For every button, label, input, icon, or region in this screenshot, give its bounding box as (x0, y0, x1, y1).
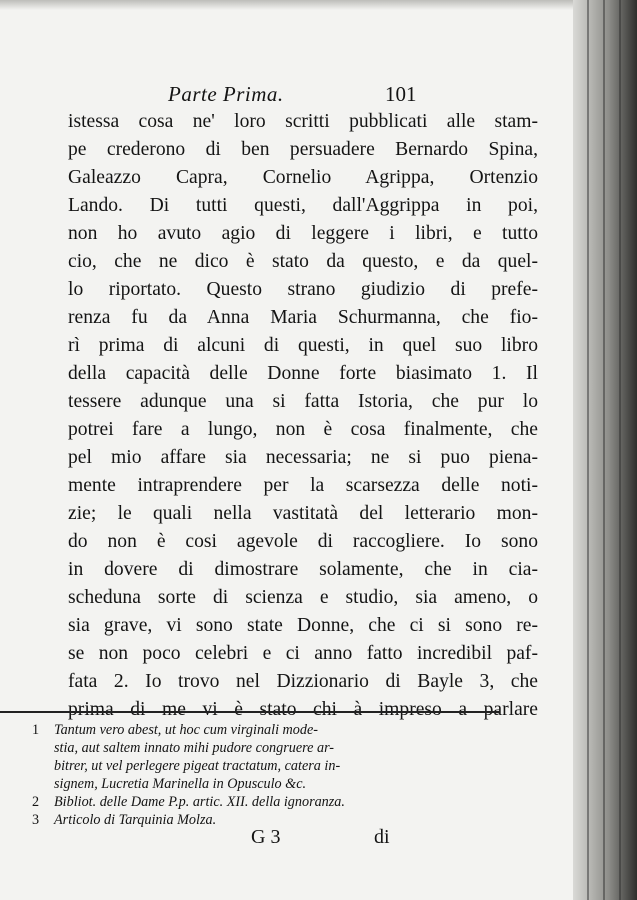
signature-mark: G 3 (251, 826, 281, 848)
page-binding-edge (573, 0, 637, 900)
text-line: pel mio affare sia necessaria; ne si puo piena- (68, 447, 538, 468)
text-line: fata 2. Io trovo nel Dizzionario di Bayle 3, che (68, 671, 538, 692)
footnote-line (32, 721, 318, 739)
text-line: in dovere di dimostrare solamente, che in cia- (68, 559, 538, 580)
footnote-text: stia, aut saltem innato mihi pudore congruere ar- (54, 740, 335, 756)
text-line: cio, che ne dico è stato da questo, e da quel- (68, 251, 538, 272)
footnote-text: Tantum vero abest, ut hoc cum virginali mode- (54, 722, 319, 738)
running-head: Parte Prima. (168, 82, 284, 106)
text-line: pe crederono di ben persuadere Bernardo Spina, (68, 139, 538, 160)
binding-fold-line (603, 0, 605, 900)
footnote-number: 1 (32, 722, 40, 738)
text-line: potrei fare a lungo, non è cosa finalmente, che (68, 419, 538, 440)
binding-fold-line (587, 0, 589, 900)
text-line: lo riportato. Questo strano giudizio di prefe- (68, 279, 538, 300)
text-line: Galeazzo Capra, Cornelio Agrippa, Ortenzio (68, 167, 538, 188)
footnote-number: 3 (32, 812, 40, 828)
text-line: prima di me vi è stato chi à impreso a parlare (68, 699, 538, 720)
text-line: do non è cosi agevole di raccogliere. Io sono (68, 531, 538, 552)
footnote-number: 2 (32, 794, 40, 810)
text-line: tessere adunque una si fatta Istoria, che pur lo (68, 391, 538, 412)
text-line: non ho avuto agio di leggere i libri, e tutto (68, 223, 538, 244)
footnote-text: signem, Lucretia Marinella in Opusculo &c. (54, 776, 307, 792)
text-line: scheduna sorte di scienza e studio, sia ameno, o (68, 587, 538, 608)
text-line: sia grave, vi sono state Donne, che ci si sono re- (68, 615, 538, 636)
text-line: Lando. Di tutti questi, dall'Aggrippa in poi, (68, 195, 538, 216)
footnote-text: Articolo di Tarquinia Molza. (54, 812, 217, 828)
footnote-line (54, 775, 306, 793)
footnote-line (54, 739, 334, 757)
footnote-line (32, 793, 345, 811)
page-number: 101 (385, 82, 417, 106)
text-line: zie; le quali nella vastitatà del letterario mon- (68, 503, 538, 524)
top-edge-shadow (0, 0, 637, 10)
footnote-rule (0, 711, 500, 713)
footnote-line (54, 757, 340, 775)
binding-fold-line (619, 0, 621, 900)
catchword: di (374, 826, 390, 848)
text-line: se non poco celebri e ci anno fatto incredibil paf- (68, 643, 538, 664)
footnote-line (32, 811, 216, 829)
text-line: renza fu da Anna Maria Schurmanna, che fio- (68, 307, 538, 328)
footnote-text: Bibliot. delle Dame P.p. artic. XII. della ignoranza. (54, 794, 345, 810)
text-line: mente intraprendere per la scarsezza delle noti- (68, 475, 538, 496)
text-line: rì prima di alcuni di questi, in quel suo libro (68, 335, 538, 356)
text-line: della capacità delle Donne forte biasimato 1. Il (68, 363, 538, 384)
footnote-text: bitrer, ut vel perlegere pigeat tractatum, catera in- (54, 758, 341, 774)
text-line: istessa cosa ne' loro scritti pubblicati alle stam- (68, 111, 538, 132)
